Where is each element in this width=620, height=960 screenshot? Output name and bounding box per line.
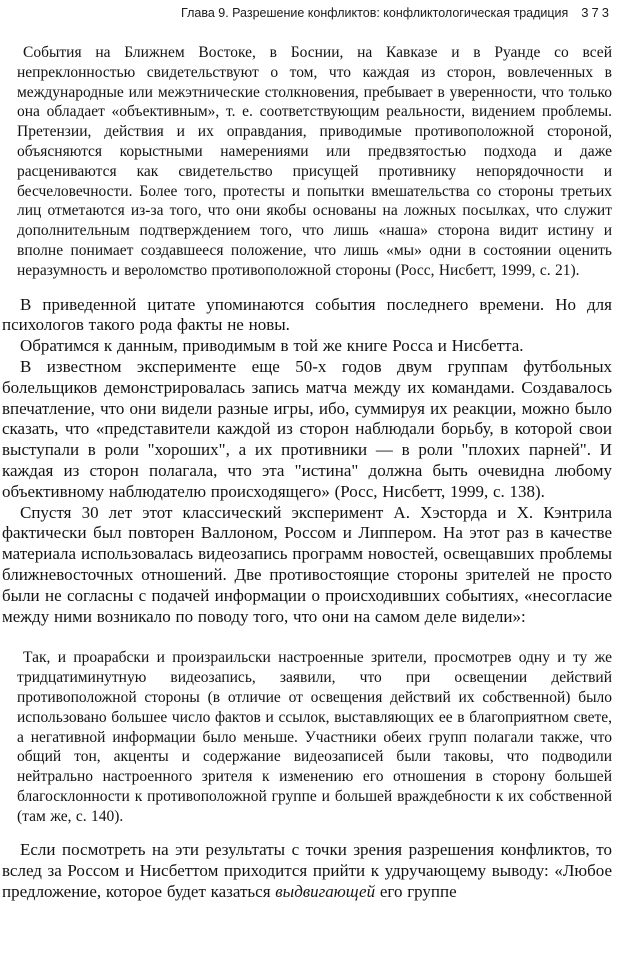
page-number: 373 [581,5,612,20]
body-paragraph [2,295,612,337]
text-segment: Спустя 30 лет этот классический эксперимент А. Хэсторда и Х. Кэнтрила фактически был повторен Валлоном, Россом и Липпером. На этот раз в качестве материала использовалась видеозапись программ новостей, освещавших проблемы ближневосточных отношений. Две противостоящие стороны зрителей не просто были не согласны с подачей информации о происходивших событиях, «несогласие между ними возникало по поводу того, что они на самом деле видели»: [2,502,612,626]
text-segment: В приведенной цитате упоминаются события последнего времени. Но для психологов такого рода факты не новы. [2,294,612,335]
running-head [2,5,612,21]
text-segment: Если посмотреть на эти результаты с точки зрения разрешения конфликтов, то вслед за Россом и Нисбеттом приходится прийти к удручающему выводу: «Любое предложение, которое будет казаться [2,840,612,902]
text-segment: Обратимся к данным, приводимым в той же книге Росса и Нисбетта. [20,336,524,356]
body-paragraph [2,336,612,357]
quote-paragraph [17,648,612,826]
body-paragraph [2,357,612,503]
quote-paragraph [17,43,612,281]
text-segment: его группе [375,882,457,902]
italic-text: выдвигающей [275,882,376,902]
text-segment: Так, и проарабски и произраильски настроенные зрители, просмотрев одну и ту же тридцатиминутную видеозапись, заявили, что при освещении действий противоположной стороны (в отличие от освещения действий их собственной) было использовано большее число фактов и ссылок, выставляющих ее в благоприятном свете, а негативной информации было меньше. Участники обеих групп полагали также, что общий тон, акценты и содержание видеозаписей были таковы, что подводили нейтрально настроенного зрителя к изменению его отношения в сторону большей благосклонности к противоположной группе и большей враждебности к их собственной (там же, с. 140). [17,649,612,825]
body-paragraph [2,503,612,628]
chapter-title: Глава 9. Разрешение конфликтов: конфликтологическая традиция [181,6,569,20]
page-content [2,43,612,903]
body-paragraph [2,840,612,902]
text-segment: В известном эксперименте еще 50-х годов двум группам футбольных болельщиков демонстрировалась запись матча между их командами. Создавалось впечатление, что они видели разные игры, ибо, суммируя их реакции, можно было сказать, что «представители каждой из сторон наблюдали борьбу, в которой свои выступали в роли "хороших", а их противники — в роли "плохих парней". И каждая из сторон полагала, что эта "истина" должна быть очевидна любому объективному наблюдателю происходящего» (Росс, Нисбетт, 1999, с. 138). [2,356,612,501]
text-segment: События на Ближнем Востоке, в Боснии, на Кавказе и в Руанде со всей непреклонностью свидетельствуют о том, что каждая из сторон, вовлеченных в международные или межэтнические столкновения, пребывает в уверенности, что только она обладает «объективным», т. е. соответствующим реальности, видением проблемы. Претензии, действия и их оправдания, приводимые противоположной стороной, объясняются корыстными намерениями или предвзятостью подхода и даже расцениваются как свидетельство присущей противнику непорядочности и бесчеловечности. Более того, протесты и попытки вмешательства со стороны третьих лиц отметаются из-за того, что они якобы основаны на ложных посылках, что служит дополнительным подтверждением того, что лишь «наша» сторона видит истину и вполне понимает создавшееся положение, что лишь «мы» одни в состоянии оценить неразумность и вероломство противоположной стороны (Росс, Нисбетт, 1999, с. 21). [17,44,612,279]
